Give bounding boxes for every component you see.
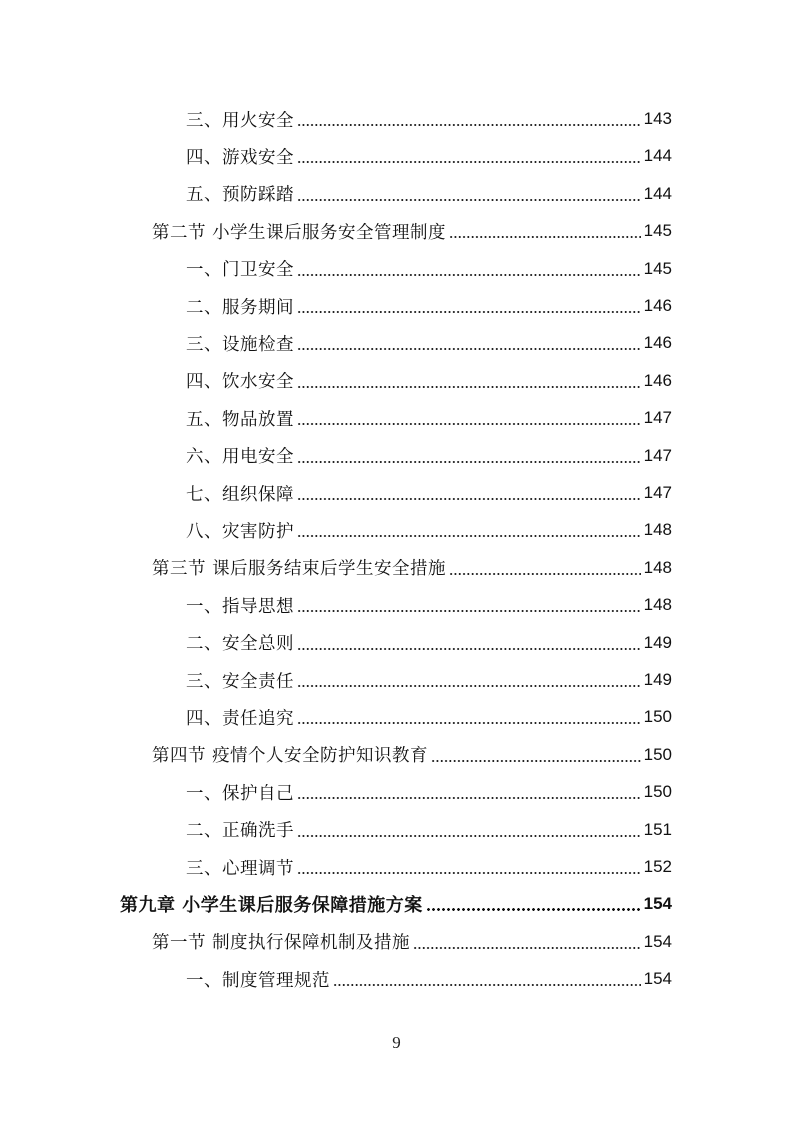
toc-entry[interactable]: [186, 518, 672, 542]
toc-entry-title: 七、组织保障: [186, 484, 294, 505]
dot-leader: [297, 124, 641, 126]
dot-leader: [297, 610, 641, 612]
dot-leader: [297, 423, 641, 425]
toc-entry[interactable]: [152, 219, 672, 243]
toc-entry[interactable]: [152, 930, 672, 954]
toc-entry-page: 154: [643, 969, 672, 989]
toc-entry[interactable]: [186, 855, 672, 879]
dot-leader: [449, 573, 641, 575]
toc-entry-title: 三、安全责任: [186, 671, 294, 692]
toc-entry[interactable]: [186, 107, 672, 131]
toc-entry-title: 二、安全总则: [186, 634, 294, 655]
toc-entry[interactable]: [186, 593, 672, 617]
toc-entry[interactable]: [186, 481, 672, 505]
toc-entry[interactable]: [186, 668, 672, 692]
toc-entry-page: 148: [643, 557, 672, 577]
toc-entry-title: 第二节 小学生课后服务安全管理制度: [152, 222, 447, 243]
toc-entry[interactable]: [186, 444, 672, 468]
dot-leader: [297, 722, 641, 724]
toc-entry[interactable]: [186, 705, 672, 729]
toc-entry-page: 147: [643, 483, 672, 502]
dot-leader: [297, 797, 641, 799]
dot-leader: [297, 199, 641, 201]
page-number: 9: [392, 1033, 401, 1052]
dot-leader: [297, 872, 641, 874]
toc-entry-page: 144: [643, 146, 672, 166]
toc-entry[interactable]: [152, 743, 672, 767]
toc-entry-title: 二、服务期间: [186, 297, 294, 318]
toc-entry-title: 一、制度管理规范: [186, 970, 330, 991]
toc-entry-page: 145: [643, 221, 672, 241]
dot-leader: [297, 348, 641, 350]
toc-entry-title: 第一节 制度执行保障机制及措施: [152, 933, 411, 954]
toc-entry-title: 五、预防踩踏: [186, 185, 294, 206]
toc-entry-title: 三、心理调节: [186, 858, 294, 879]
toc-entry-title: 四、责任追究: [186, 708, 294, 729]
toc-entry[interactable]: [152, 556, 672, 580]
toc-entry-title: 三、设施检查: [186, 334, 294, 355]
dot-leader: [297, 461, 641, 463]
toc-entry-title: 三、用火安全: [186, 110, 294, 131]
toc-entry-title: 六、用电安全: [186, 447, 294, 468]
dot-leader: [297, 161, 641, 163]
dot-leader: [297, 535, 641, 537]
dot-leader: [297, 835, 641, 837]
toc-entry-page: 143: [643, 109, 672, 128]
dot-leader: [426, 908, 641, 911]
toc-entry[interactable]: [186, 369, 672, 393]
toc-entry-page: 146: [643, 333, 672, 353]
toc-entry-page: 148: [643, 595, 672, 615]
toc-entry[interactable]: [186, 406, 672, 430]
toc-entry-title: 五、物品放置: [186, 409, 294, 430]
dot-leader: [297, 648, 641, 650]
toc-entry[interactable]: [186, 331, 672, 355]
toc-entry[interactable]: [186, 967, 672, 991]
toc-entry-page: 147: [643, 445, 672, 465]
toc-entry-page: 145: [643, 258, 672, 278]
toc-entry-page: 149: [643, 632, 672, 652]
toc-entry-page: 150: [643, 782, 672, 802]
dot-leader: [413, 947, 641, 949]
dot-leader: [431, 760, 641, 762]
toc-entry-page: 149: [643, 670, 672, 689]
toc-entry[interactable]: [186, 257, 672, 281]
dot-leader: [297, 311, 641, 313]
toc-entry-title: 一、保护自己: [186, 783, 294, 804]
toc-entry[interactable]: [186, 294, 672, 318]
toc-entry-title: 八、灾害防护: [186, 521, 294, 542]
toc-entry[interactable]: [120, 892, 672, 916]
toc-entry-page: 144: [643, 183, 672, 203]
toc-entry-page: 146: [643, 296, 672, 315]
toc-entry-title: 一、门卫安全: [186, 260, 294, 281]
toc-entry-page: 152: [643, 857, 672, 876]
toc-entry-title: 一、指导思想: [186, 596, 294, 617]
toc-entry-page: 146: [643, 370, 672, 390]
toc-entry-title: 二、正确洗手: [186, 821, 294, 842]
toc-entry-title: 第九章 小学生课后服务保障措施方案: [120, 895, 423, 917]
dot-leader: [333, 984, 641, 986]
toc-entry-page: 151: [643, 819, 672, 839]
toc-entry-page: 147: [643, 408, 672, 428]
toc-entry-page: 150: [643, 707, 672, 727]
dot-leader: [297, 274, 641, 276]
toc-entry-title: 第三节 课后服务结束后学生安全措施: [152, 559, 447, 580]
toc-entry[interactable]: [186, 144, 672, 168]
toc-entry[interactable]: [186, 631, 672, 655]
toc-entry-title: 四、游戏安全: [186, 147, 294, 168]
toc-entry-title: 第四节 疫情个人安全防护知识教育: [152, 746, 429, 767]
toc-entry-page: 148: [643, 520, 672, 540]
toc-entry-page: 154: [643, 931, 672, 951]
toc-entry-page: 150: [643, 744, 672, 764]
dot-leader: [297, 685, 641, 687]
toc-entry-title: 四、饮水安全: [186, 372, 294, 393]
toc-entry[interactable]: [186, 818, 672, 842]
toc-entry[interactable]: [186, 182, 672, 206]
toc-entry-page: 154: [643, 894, 672, 914]
dot-leader: [297, 386, 641, 388]
dot-leader: [297, 498, 641, 500]
dot-leader: [449, 236, 641, 238]
toc-entry[interactable]: [186, 780, 672, 804]
